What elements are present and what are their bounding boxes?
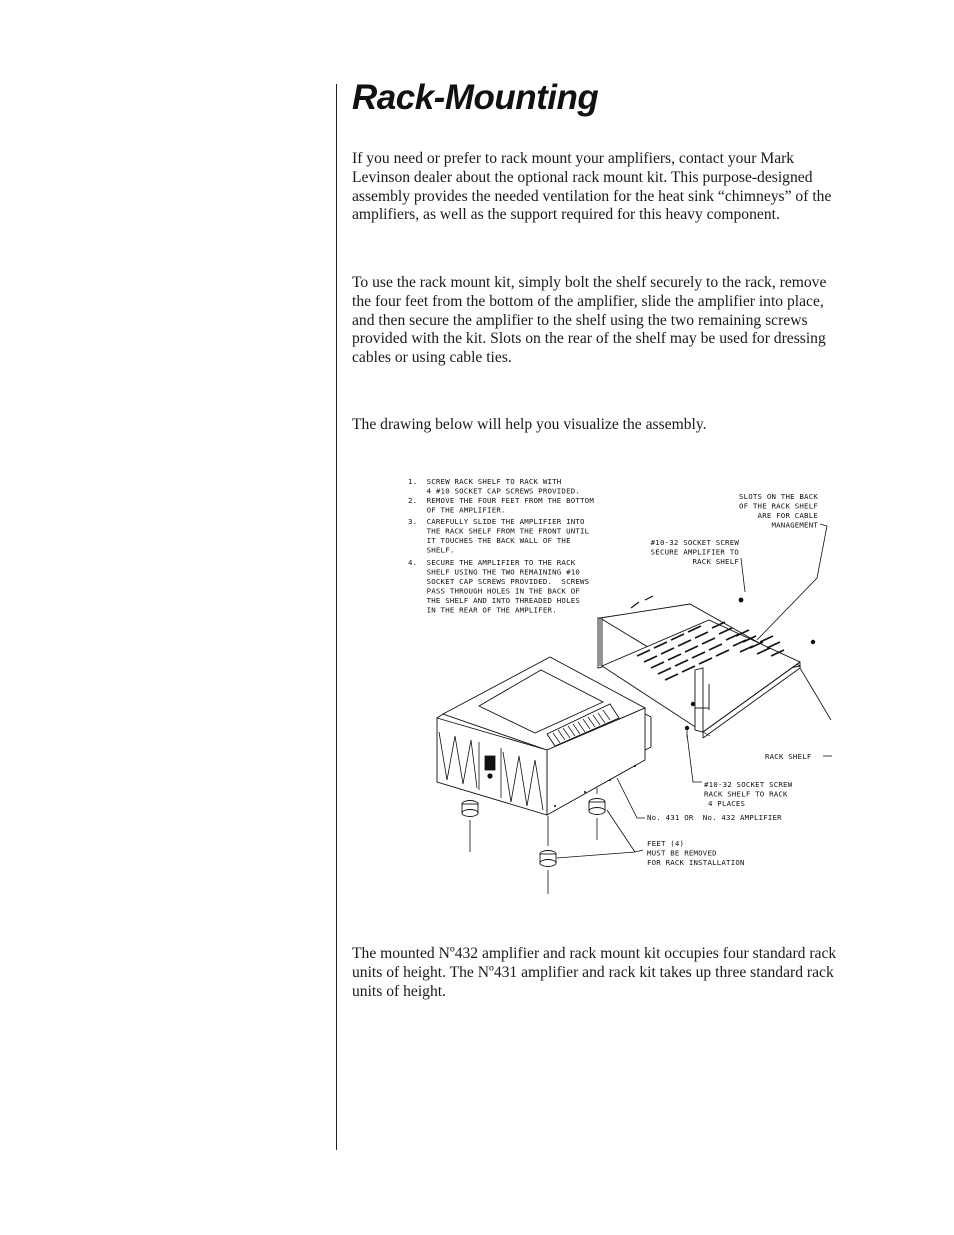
step-line: SOCKET CAP SCREWS PROVIDED. SCREWS bbox=[408, 577, 590, 586]
svg-text:MANAGEMENT: MANAGEMENT bbox=[771, 520, 818, 530]
svg-text:FEET (4): FEET (4) bbox=[647, 839, 685, 848]
assembly-drawing bbox=[395, 470, 840, 900]
rack-units-paragraph: The mounted Nº432 amplifier and rack mount kit occupies four standard rack units of height. The Nº431 amplifier and rack kit takes up three standard rack units of height. bbox=[352, 945, 837, 1000]
step-list bbox=[408, 477, 594, 615]
step-line: SHELF. bbox=[408, 545, 455, 555]
step-line: PASS THROUGH HOLES IN THE BACK OF bbox=[408, 586, 581, 596]
svg-text:#10-32 SOCKET SCREW: #10-32 SOCKET SCREW bbox=[650, 538, 739, 547]
step-line: OF THE AMPLIFIER. bbox=[408, 505, 506, 515]
instructions-paragraph: To use the rack mount kit, simply bolt the shelf securely to the rack, remove the four feet from the bottom of the amplifier, slide the amplifier into place, and then secure the amplifier to the shelf using the two remaining screws provided with the kit. Slots on the rear of the shelf may be used for dressing cables or using cable ties. bbox=[352, 274, 827, 367]
step-line: 2. REMOVE THE FOUR FEET FROM THE BOTTOM bbox=[408, 496, 594, 505]
svg-text:SLOTS ON THE BACK: SLOTS ON THE BACK bbox=[738, 492, 818, 501]
step-line: THE SHELF AND INTO THREADED HOLES bbox=[408, 596, 581, 605]
step-line: IT TOUCHES THE BACK WALL OF THE bbox=[408, 536, 571, 545]
svg-text:ARE FOR CABLE: ARE FOR CABLE bbox=[757, 511, 818, 520]
step-line: 1. SCREW RACK SHELF TO RACK WITH bbox=[408, 477, 562, 486]
svg-text:OF THE RACK SHELF: OF THE RACK SHELF bbox=[738, 501, 818, 511]
svg-text:SECURE AMPLIFIER TO: SECURE AMPLIFIER TO bbox=[650, 547, 739, 557]
callout-rack-screw bbox=[704, 780, 793, 808]
callout-amplifier: No. 431 OR No. 432 AMPLIFIER bbox=[647, 813, 782, 822]
svg-text:MUST BE REMOVED: MUST BE REMOVED bbox=[647, 848, 717, 858]
step-line: 4. SECURE THE AMPLIFIER TO THE RACK bbox=[408, 558, 576, 567]
margin-rule bbox=[336, 84, 337, 1150]
step-line: SHELF USING THE TWO REMAINING #10 bbox=[408, 567, 581, 577]
step-line: 3. CAREFULLY SLIDE THE AMPLIFIER INTO bbox=[408, 517, 585, 526]
callout-rack-shelf: RACK SHELF bbox=[765, 752, 812, 761]
leader-slots bbox=[757, 524, 827, 640]
svg-text:FOR RACK INSTALLATION: FOR RACK INSTALLATION bbox=[647, 858, 745, 867]
step-line: 4 #10 SOCKET CAP SCREWS PROVIDED. bbox=[408, 486, 581, 496]
callout-secure-screw bbox=[651, 538, 740, 566]
page-title: Rack-Mounting bbox=[352, 78, 599, 117]
amplifier bbox=[437, 657, 651, 815]
step-line: THE RACK SHELF FROM THE FRONT UNTIL bbox=[408, 526, 590, 536]
assembly-drawing-svg bbox=[395, 470, 840, 900]
step-line: IN THE REAR OF THE AMPLIFER. bbox=[408, 605, 557, 615]
callout-feet bbox=[647, 839, 745, 867]
svg-text:#10-32 SOCKET SCREW: #10-32 SOCKET SCREW bbox=[704, 780, 793, 789]
svg-text:4 PLACES: 4 PLACES bbox=[708, 799, 746, 808]
callout-slots bbox=[739, 492, 818, 530]
svg-text:RACK SHELF TO RACK: RACK SHELF TO RACK bbox=[704, 789, 788, 799]
intro-paragraph: If you need or prefer to rack mount your amplifiers, contact your Mark Levinson dealer about the optional rack mount kit. This purpose-designed assembly provides the needed ventilation for the heat sink “chimneys” of the amplifiers, as well as the support required for this heavy component. bbox=[352, 150, 832, 224]
drawing-intro-paragraph: The drawing below will help you visualize the assembly. bbox=[352, 416, 707, 433]
svg-text:RACK SHELF: RACK SHELF bbox=[692, 557, 739, 566]
